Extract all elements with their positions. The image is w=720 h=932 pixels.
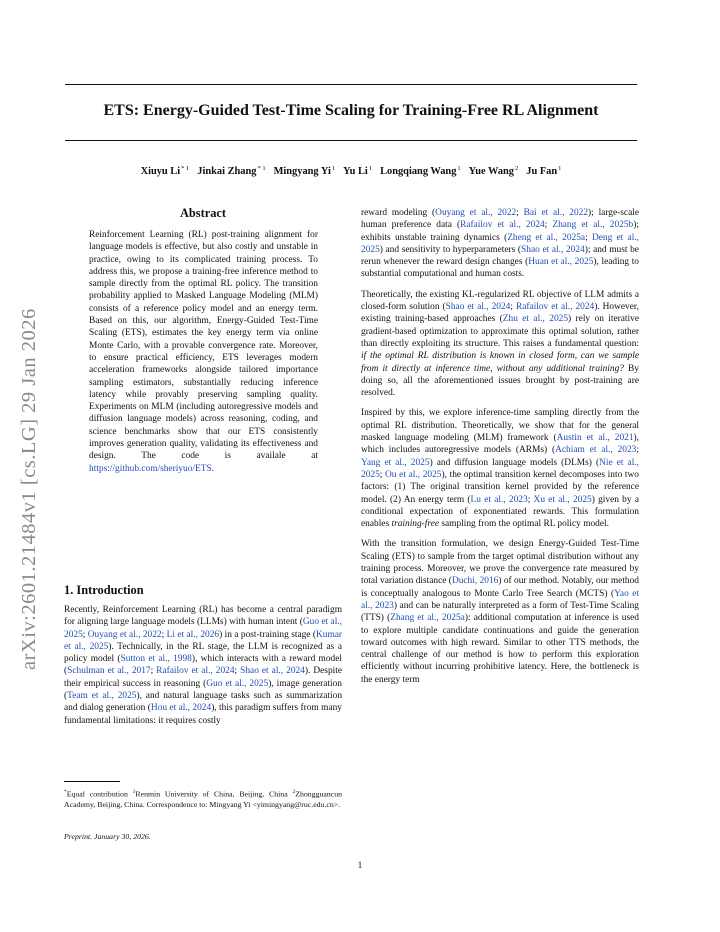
right-paragraph-3: Inspired by this, we explore inference-time sampling directly from the optimal RL distribution. Theoretically, we show that for the general masked language modeling (MLM) framework (Austin et al., 2021), which includes autoregressive models (ARMs) (Achiam et al., 2023; Yang et al., 2025) and diffusion language models (DLMs) (Nie et al., 2025; Ou et al., 2025), the optimal transition kernel decomposes into two factors: (1) The original transition kernel provided by the reference model. (2) An energy term (Lu et al., 2023; Xu et al., 2025) given by a conditional expectation of exponentiated rewards. This formulation enables training-free sampling from the optimal RL policy model.: [361, 408, 640, 530]
right-column: [361, 207, 639, 694]
citation-link[interactable]: Ouyang et al., 2022: [87, 629, 162, 640]
citation-link[interactable]: Yao et al., 2023: [361, 588, 639, 611]
citation-link[interactable]: Rafailov et al., 2024: [156, 666, 235, 677]
citation-link[interactable]: Bai et al., 2022: [523, 208, 589, 218]
citation-link[interactable]: Guo et al., 2025: [206, 678, 269, 689]
citation-link[interactable]: Schulman et al., 2017: [67, 666, 151, 677]
citation-link[interactable]: Guo et al., 2025: [64, 617, 342, 640]
citation-link[interactable]: Zhu et al., 2025: [502, 314, 569, 325]
abstract-body: Reinforcement Learning (RL) post-training alignment for language models is effective, but also costly and unstable in practice, owing to its complicated training process. To address this, we propose a training-free inference method to sample directly from the optimal RL policy. The transition probability applied to Masked Language Modeling (MLM) consists of a reference policy model and an energy term. Based on this, our algorithm, Energy-Guided Test-Time Scaling (ETS), estimates the key energy term via online Monte Carlo, with a provable convergence rate. Moreover, to ensure practical efficiency, ETS leverages modern acceleration frameworks alongside tailored importance sampling estimators, substantially reducing inference latency while provably preserving sampling quality. Experiments on MLM (including autoregressive models and diffusion language models) across reasoning, coding, and science benchmarks show that our ETS consistently improves generation quality, validating its effectiveness and design. The code is availale at: [89, 230, 318, 462]
intro-left-column: [64, 604, 342, 735]
citation-link[interactable]: Hou et al., 2024: [150, 703, 212, 714]
author-name: Longqiang Wang$^1$: [380, 165, 461, 177]
right-paragraph-2: Theoretically, the existing KL-regularized RL objective of LLM admits a closed-form solution (Shao et al., 2024; Rafailov et al., 2024). However, existing training-based approaches (Zhu et al., 2025) rely on iterative gradient-based optimization to approximate this optimal solution, rather than directly exploiting its structure. This raises a fundamental question: if the optimal RL distribution is known in closed form, can we sample from it directly at inference time, without any additional training? By doing so, all the aforementioned issues brought by post-training are resolved.: [361, 289, 639, 399]
abstract-end: .: [211, 463, 214, 474]
title-top-rule: [65, 84, 637, 85]
author-name: Xiuyu Li$^{* 1}$: [140, 165, 190, 177]
preprint-note: Preprint. January 30, 2026.: [64, 832, 151, 841]
page-number: 1: [357, 861, 363, 871]
author-list: [65, 165, 637, 177]
paper-title: ETS: Energy-Guided Test-Time Scaling for Training-Free RL Alignment: [103, 102, 599, 119]
citation-link[interactable]: Team et al., 2025: [67, 691, 137, 702]
citation-link[interactable]: Yang et al., 2025: [361, 457, 430, 468]
author-name: Yu Li$^1$: [343, 165, 373, 177]
author-name: Ju Fan$^1$: [526, 165, 562, 177]
footnote: *Equal contribution $^1$Renmin University of China, Beijing, China $^2$Zhongguancun Academy, Beijing, China. Correspondence to: Mingyang Yi <yimingyang@ruc.edu.cn>.: [64, 789, 342, 809]
citation-link[interactable]: Zhang et al., 2025a: [390, 613, 465, 624]
abstract-text: [89, 229, 318, 475]
citation-link[interactable]: Ou et al., 2025: [385, 469, 442, 480]
citation-link[interactable]: Deng et al., 2025: [361, 232, 640, 255]
citation-link[interactable]: Rafailov et al., 2024: [515, 302, 595, 313]
citation-link[interactable]: Sutton et al., 1998: [120, 654, 192, 665]
citation-link[interactable]: Rafailov et al., 2024: [460, 220, 545, 231]
right-paragraph-1: reward modeling (Ouyang et al., 2022; Bai et al., 2022); large-scale human preference data (Rafailov et al., 2024; Zhang et al., 2025b); exhibits unstable training dynamics (Zheng et al., 2025a; Deng et al., 2025) and sensitivity to hyperparameters (Shao et al., 2024); and must be rerun whenever the reward design changes (Huan et al., 2025), leading to substantial computational and human costs.: [361, 208, 640, 280]
citation-link[interactable]: Zheng et al., 2025a: [507, 232, 586, 243]
citation-link[interactable]: Shao et al., 2024: [240, 666, 305, 677]
title-bottom-rule: [65, 140, 637, 141]
introduction-heading: 1. Introduction: [64, 583, 144, 597]
intro-paragraph-1: Recently, Reinforcement Learning (RL) has become a central paradigm for aligning large language models (LLMs) with human intent (Guo et al., 2025; Ouyang et al., 2022; Li et al., 2026) in a post-training stage (Kumar et al., 2025). Technically, in the RL stage, the LLM is recognized as a policy model (Sutton et al., 1998), which interacts with a reward model (Schulman et al., 2017; Rafailov et al., 2024; Shao et al., 2024). Despite their empirical success in reasoning (Guo et al., 2025), image generation (Team et al., 2025), and natural language tasks such as summarization and dialog generation (Hou et al., 2024), this paradigm suffers from many fundamental limitations: it requires costly: [64, 605, 343, 726]
citation-link[interactable]: Lu et al., 2023: [470, 494, 528, 505]
code-link[interactable]: https://github.com/sheriyuo/ETS: [89, 463, 212, 474]
citation-link[interactable]: Austin et al., 2021: [556, 433, 634, 444]
right-paragraph-4: With the transition formulation, we design Energy-Guided Test-Time Scaling (ETS) to sample from the target optimal distribution without any training process. Moreover, we prove the convergence rate measured by total variation distance (Duchi, 2016) of our method. Notably, our method is conceptually analogous to Monte Carlo Tree Search (MCTS) (Yao et al., 2023) and can be naturally interpreted as a form of Test-Time Scaling (TTS) (Zhang et al., 2025a): additional computation at inference is used to explore multiple candidate continuations and guide the generation toward outcomes with high reward. Similar to other TTS methods, the central challenge of our method is how to perform this exploration efficiently without incurring prohibitive latency. Here, the bottleneck is the energy term: [361, 539, 639, 685]
citation-link[interactable]: Zhang et al., 2025b: [552, 220, 634, 231]
citation-link[interactable]: Huan et al., 2025: [528, 257, 594, 268]
citation-link[interactable]: Achiam et al., 2023: [555, 445, 637, 456]
citation-link[interactable]: Xu et al., 2025: [533, 494, 592, 505]
arxiv-stamp: arXiv:2601.21484v1 [cs.LG] 29 Jan 2026: [18, 308, 40, 670]
citation-link[interactable]: Nie et al., 2025: [361, 457, 640, 480]
author-name: Mingyang Yi$^1$: [273, 165, 336, 177]
citation-link[interactable]: Shao et al., 2024: [521, 244, 585, 255]
author-name: Jinkai Zhang$^{* 1}$: [197, 165, 266, 177]
citation-link[interactable]: Ouyang et al., 2022: [435, 208, 517, 218]
citation-link[interactable]: Shao et al., 2024: [445, 302, 511, 313]
citation-link[interactable]: Kumar et al., 2025: [64, 629, 343, 652]
author-name: Yue Wang$^2$: [468, 165, 519, 177]
abstract-heading: Abstract: [179, 206, 227, 220]
citation-link[interactable]: Li et al., 2026: [166, 629, 220, 640]
citation-link[interactable]: Duchi, 2016: [451, 576, 499, 587]
footnote-rule: [64, 781, 120, 782]
